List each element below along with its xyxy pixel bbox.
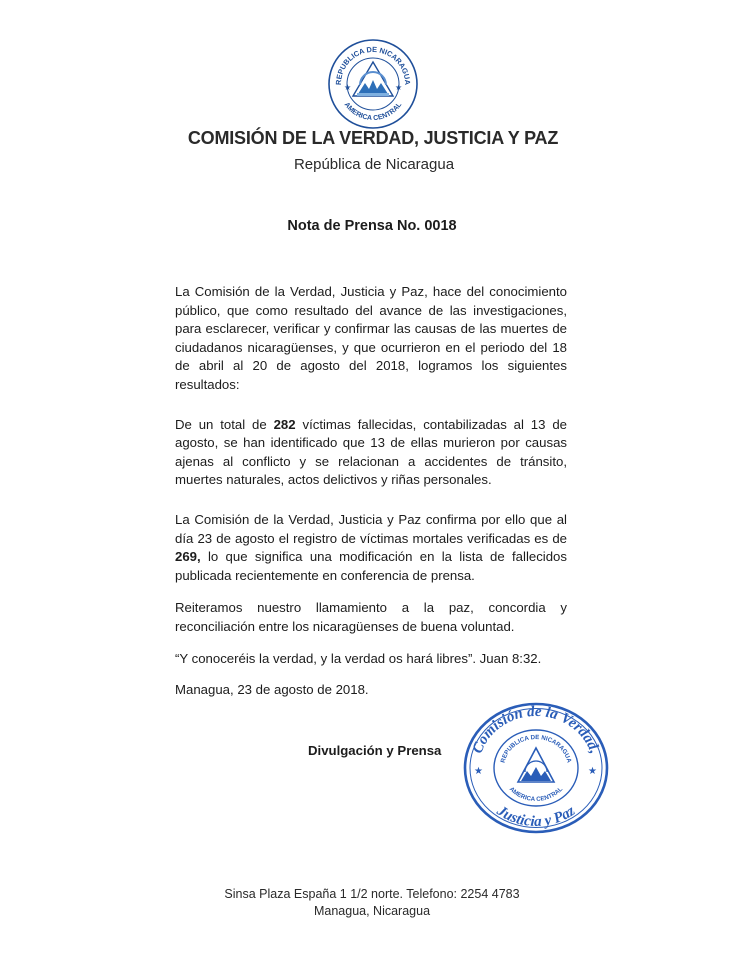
press-note-title: Nota de Prensa No. 0018 bbox=[287, 218, 457, 234]
footer-address-block bbox=[0, 886, 742, 920]
svg-text:AMERICA CENTRAL bbox=[508, 786, 564, 803]
paragraph-quote: “Y conoceréis la verdad, y la verdad os hará libres”. Juan 8:32. bbox=[175, 650, 542, 666]
footer-address: Sinsa Plaza España 1 1/2 norte. Telefono: 2254 4783 bbox=[224, 887, 520, 901]
paragraph-call-to-peace: Reiteramos nuestro llamamiento a la paz, concordia y reconciliación entre los nicaragüenses de buena voluntad. bbox=[175, 600, 567, 634]
paragraph-intro: La Comisión de la Verdad, Justicia y Paz, hace del conocimiento público, que como resultado del avance de las investigaciones, para esclarecer, verificar y confirmar las causas de las muertes de ciudadanos nicaragüenses, y que ocurrieron en el periodo del 18 de abril al 20 de agosto del 2018, logramos los siguientes resultados: bbox=[175, 284, 567, 392]
svg-text:★: ★ bbox=[395, 83, 403, 92]
nicaragua-coat-of-arms-seal bbox=[327, 38, 419, 130]
stamp-inner-bottom-text: AMERICA CENTRAL bbox=[507, 785, 565, 804]
footer-city: Managua, Nicaragua bbox=[313, 904, 431, 918]
seal-bottom-arc-text: AMERICA CENTRAL bbox=[342, 101, 404, 123]
text-segment: víctimas fallecidas, contabilizadas al 13 de agosto, se han identificado que 13 de ellas murieron por causas ajenas al conflicto y se relacionan a accidentes de tránsito, muertes naturales, actos delictivos y riñas personales. bbox=[175, 416, 567, 488]
svg-text:AMERICA CENTRAL bbox=[343, 101, 404, 122]
text-segment: lo que significa una modificación en la lista de fallecidos publicada recientemente en conferencia de prensa. bbox=[175, 549, 567, 583]
svg-text:★: ★ bbox=[474, 766, 483, 777]
country-name: República de Nicaragua bbox=[293, 156, 455, 173]
place-and-date: Managua, 23 de agosto de 2018. bbox=[175, 682, 369, 698]
victims-total-figure: 282 bbox=[273, 416, 296, 432]
paragraph-verified-victims bbox=[175, 511, 567, 585]
svg-text:★: ★ bbox=[344, 83, 352, 92]
paragraph-total-victims bbox=[175, 416, 567, 490]
stamp-inner-top-text: REPUBLICA DE NICARAGUA bbox=[499, 733, 573, 764]
commission-stamp-seal bbox=[462, 700, 610, 836]
victims-verified-figure: 269, bbox=[175, 549, 201, 565]
seal-top-arc-text: REPUBLICA DE NICARAGUA bbox=[333, 44, 413, 86]
text-segment: La Comisión de la Verdad, Justicia y Paz confirma por ello que al día 23 de agosto el registro de víctimas mortales verificadas es de bbox=[175, 511, 567, 546]
organization-name: COMISIÓN DE LA VERDAD, JUSTICIA Y PAZ bbox=[187, 128, 559, 148]
stamp-outer-top-text: Comisión de la Verdad, bbox=[469, 703, 603, 756]
signoff-department: Divulgación y Prensa bbox=[308, 743, 442, 758]
text-segment: De un total de bbox=[175, 416, 274, 432]
press-note-body bbox=[175, 283, 567, 700]
stamp-outer-bottom-text: Justicia y Paz bbox=[493, 803, 579, 831]
svg-text:★: ★ bbox=[588, 766, 597, 777]
